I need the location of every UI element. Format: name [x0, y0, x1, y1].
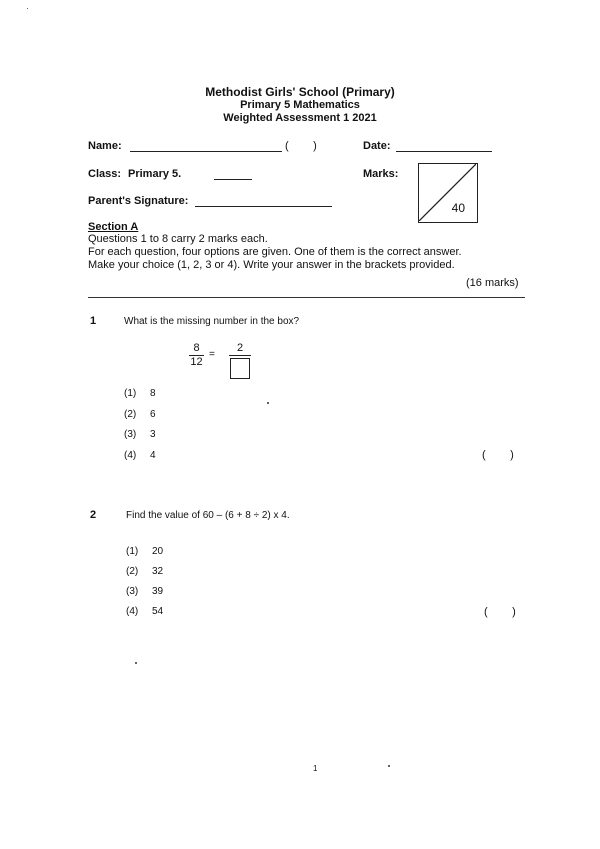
fraction-numerator: 8 [193, 342, 200, 354]
question-2-number: 2 [90, 509, 97, 521]
missing-fraction-bar [229, 355, 251, 356]
register-number-brackets[interactable]: ( ) [285, 140, 317, 152]
missing-fraction-numerator: 2 [236, 342, 244, 354]
question-1-answer-brackets[interactable]: ( ) [482, 449, 514, 461]
name-field[interactable] [130, 151, 282, 152]
question-2-answer-brackets[interactable]: ( ) [484, 606, 516, 618]
subject-title: Primary 5 Mathematics [240, 99, 360, 111]
question-1-missing-fraction [229, 342, 251, 356]
marks-label: Marks: [363, 168, 399, 180]
date-field[interactable] [396, 151, 492, 152]
assessment-title: Weighted Assessment 1 2021 [223, 112, 377, 124]
missing-number-box[interactable] [230, 358, 250, 379]
question-1-option-1[interactable]: (1) 8 [124, 388, 156, 399]
question-1-number: 1 [90, 315, 97, 327]
question-2-text: Find the value of 60 – (6 + 8 ÷ 2) x 4. [126, 510, 290, 521]
marks-diagonal [419, 164, 476, 221]
section-title: Section A [88, 221, 139, 233]
question-2-option-3[interactable]: (3) 39 [126, 586, 164, 597]
instruction-line-1: Questions 1 to 8 carry 2 marks each. [88, 233, 268, 245]
scan-speck [388, 765, 390, 767]
question-1-text: What is the missing number in the box? [124, 316, 300, 327]
class-label: Class: [88, 168, 122, 180]
marks-box [418, 163, 478, 223]
document-header [0, 85, 600, 125]
instruction-line-3: Make your choice (1, 2, 3 or 4). Write your answer in the brackets provided. [88, 259, 455, 271]
question-2-options [126, 546, 163, 626]
signature-label: Parent's Signature: [88, 195, 189, 207]
equals-sign: = [209, 349, 215, 360]
question-2-option-2[interactable]: (2) 32 [126, 566, 164, 577]
class-value: Primary 5. [128, 168, 182, 180]
signature-field[interactable] [195, 206, 332, 207]
marks-total: 40 [451, 201, 465, 215]
question-1-option-3[interactable]: (3) 3 [124, 429, 156, 440]
scan-speck [267, 402, 269, 404]
question-2-option-1[interactable]: (1) 20 [126, 546, 164, 557]
fraction-denominator: 12 [190, 356, 203, 368]
scan-speck [27, 8, 28, 9]
question-1-option-4[interactable]: (4) 4 [124, 449, 156, 461]
question-1-fraction [189, 342, 204, 369]
instruction-line-2: For each question, four options are given. One of them is the correct answer. [88, 246, 462, 258]
question-2-option-4[interactable]: (4) 54 [126, 606, 164, 617]
question-1-options [124, 388, 156, 470]
class-field[interactable] [214, 179, 252, 180]
section-divider [88, 297, 525, 298]
section-instructions [88, 221, 528, 272]
question-1-option-2[interactable]: (2) 6 [124, 408, 156, 420]
date-label: Date: [363, 140, 391, 152]
section-marks: (16 marks) [466, 277, 519, 289]
name-label: Name: [88, 140, 122, 152]
school-name: Methodist Girls' School (Primary) [205, 85, 395, 99]
scan-speck [135, 662, 137, 664]
page-number: 1 [313, 764, 318, 773]
